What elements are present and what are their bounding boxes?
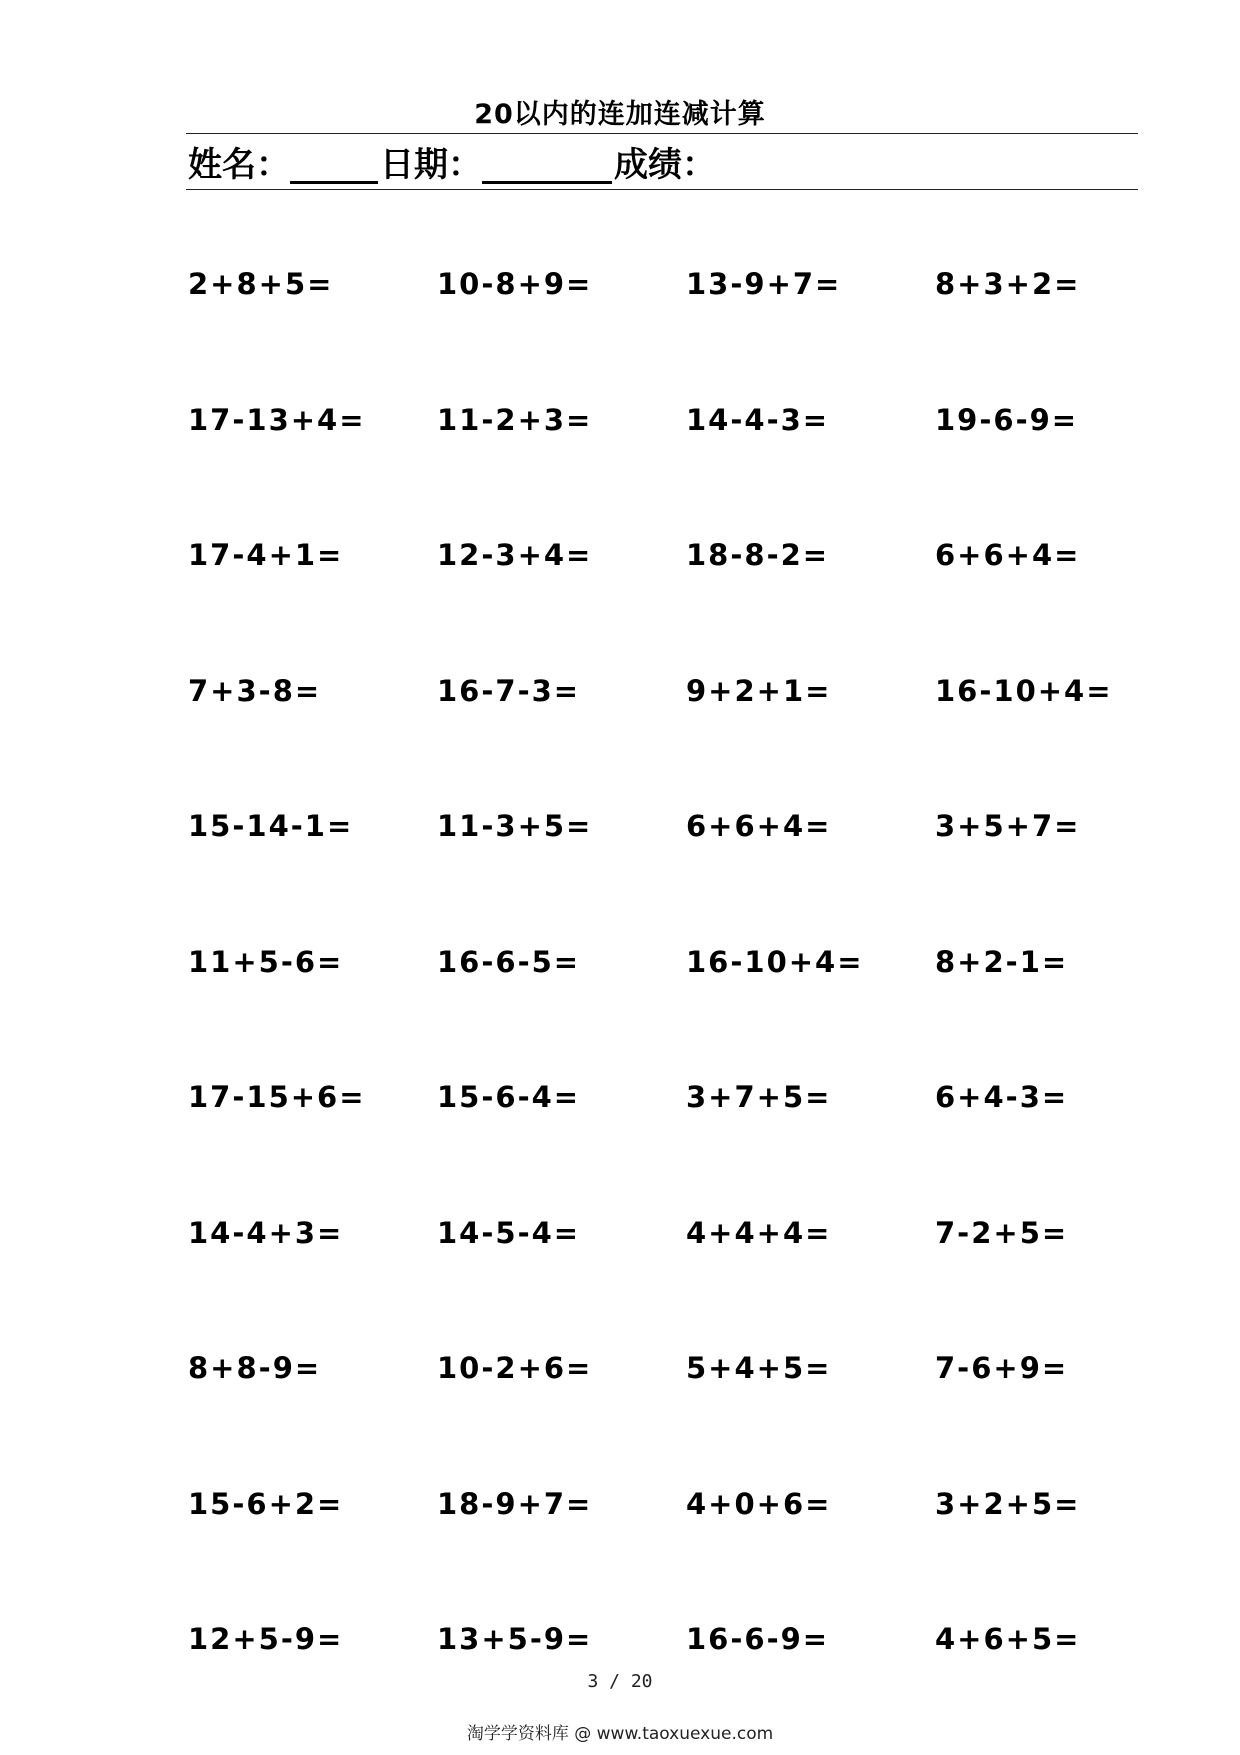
math-problem: 13+5-9=: [437, 1622, 593, 1656]
math-problem: 5+4+5=: [686, 1351, 832, 1385]
math-problem: 3+5+7=: [935, 809, 1081, 843]
math-problem: 8+2-1=: [935, 944, 1069, 979]
header-bottom-rule: [186, 189, 1138, 190]
math-problem: 11-3+5=: [437, 809, 593, 843]
math-problem: 13-9+7=: [686, 267, 842, 301]
math-problem: 16-6-5=: [437, 944, 581, 979]
math-problem: 16-6-9=: [686, 1622, 830, 1656]
math-problem: 14-4-3=: [686, 402, 830, 437]
math-problem: 11-2+3=: [437, 402, 593, 437]
score-label: 成绩：: [614, 145, 716, 185]
date-label: 日期：: [380, 145, 482, 185]
math-problem: 17-4+1=: [188, 538, 344, 572]
page-number: 3 / 20: [587, 1671, 653, 1692]
math-problem: 3+7+5=: [686, 1080, 832, 1114]
math-problem: 17-13+4=: [188, 402, 366, 437]
page-title: 20以内的连加连减计算: [474, 99, 766, 130]
watermark-text: 淘学学资料库 @ www.taoxuexue.com: [466, 1724, 774, 1744]
student-info-header: [188, 140, 716, 186]
math-problem: 14-4+3=: [188, 1215, 344, 1250]
math-problem: 15-6-4=: [437, 1080, 581, 1114]
math-problem: 11+5-6=: [188, 944, 344, 979]
math-problem: 8+8-9=: [188, 1351, 322, 1385]
math-problem: 18-8-2=: [686, 538, 830, 572]
math-problem: 12-3+4=: [437, 538, 593, 572]
math-problem: 4+6+5=: [935, 1622, 1081, 1656]
name-blank: [290, 145, 378, 184]
math-problem: 6+6+4=: [686, 809, 832, 843]
math-problem: 15-6+2=: [188, 1486, 344, 1521]
math-problem: 12+5-9=: [188, 1622, 344, 1656]
math-problem: 7+3-8=: [188, 673, 322, 708]
problem-grid: [188, 264, 1148, 1755]
math-problem: 16-10+4=: [935, 673, 1113, 708]
math-problem: 3+2+5=: [935, 1486, 1081, 1521]
math-problem: 15-14-1=: [188, 809, 354, 843]
math-problem: 7-2+5=: [935, 1215, 1069, 1250]
math-problem: 4+0+6=: [686, 1486, 832, 1521]
math-problem: 18-9+7=: [437, 1486, 593, 1521]
date-blank: [482, 145, 612, 184]
math-problem: 16-7-3=: [437, 673, 581, 708]
name-label: 姓名：: [188, 145, 290, 185]
math-problem: 16-10+4=: [686, 944, 864, 979]
math-problem: 10-8+9=: [437, 267, 593, 301]
math-problem: 8+3+2=: [935, 267, 1081, 301]
math-problem: 10-2+6=: [437, 1351, 593, 1385]
math-problem: 6+6+4=: [935, 538, 1081, 572]
math-problem: 14-5-4=: [437, 1215, 581, 1250]
math-problem: 7-6+9=: [935, 1351, 1069, 1385]
math-problem: 2+8+5=: [188, 267, 334, 301]
math-problem: 4+4+4=: [686, 1215, 832, 1250]
header-top-rule: [186, 133, 1138, 134]
math-problem: 6+4-3=: [935, 1080, 1069, 1114]
math-problem: 9+2+1=: [686, 673, 832, 708]
math-problem: 19-6-9=: [935, 402, 1079, 437]
math-problem: 17-15+6=: [188, 1080, 366, 1114]
